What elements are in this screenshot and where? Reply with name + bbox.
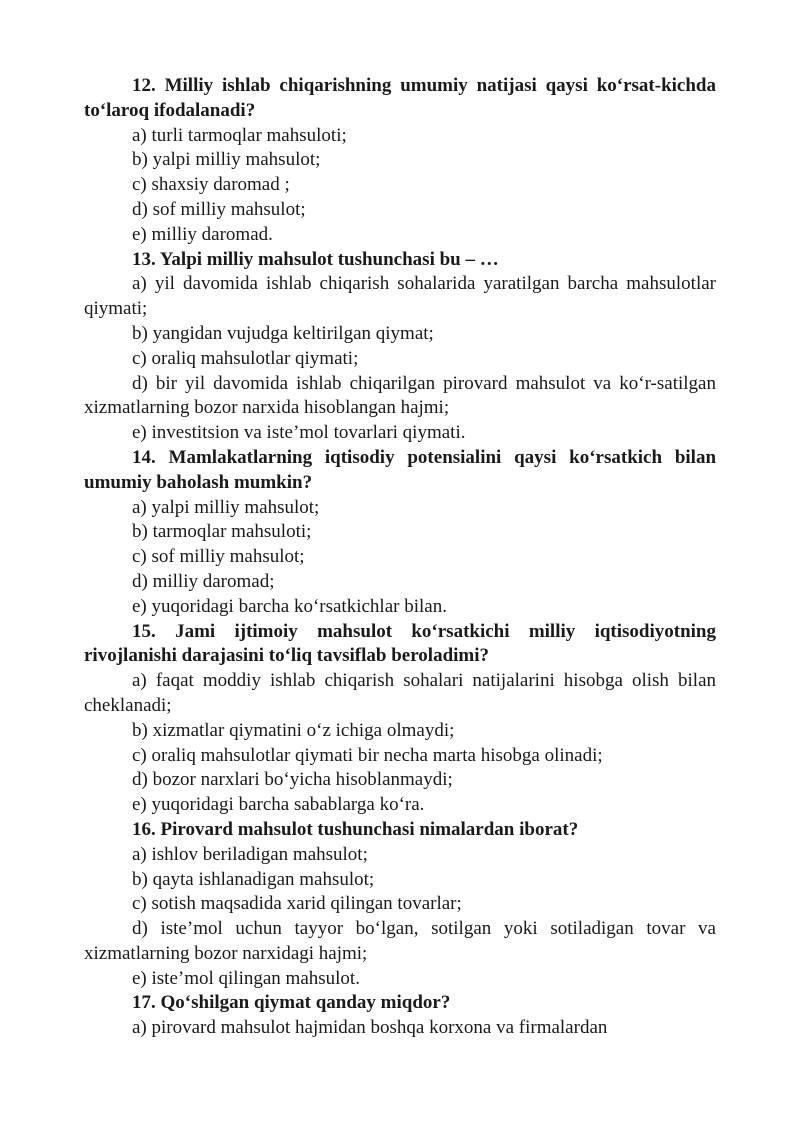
question-text: Jami ijtimoiy mahsulot ko‘rsatkichi milliy iqtisodiyotning rivojlanishi darajasini to‘liq tavsiflab beroladimi? xyxy=(84,620,717,667)
option-b: b) tarmoqlar mahsuloti; xyxy=(132,521,312,543)
question-number: 12. xyxy=(132,75,156,96)
option-a: a) yil davomida ishlab chiqarish sohalarida yaratilgan barcha mahsulotlar qiymati; xyxy=(84,273,716,320)
question-17 xyxy=(84,991,716,1016)
option-e: e) iste’mol qilingan mahsulot. xyxy=(132,967,360,989)
question-number: 16. xyxy=(132,818,156,840)
question-text: Mamlakatlarning iqtisodiy potensialini qaysi ko‘rsatkich bilan umumiy baholash mumkin? xyxy=(84,446,717,493)
option-c: c) oraliq mahsulotlar qiymati bir necha marta hisobga olinadi; xyxy=(132,744,603,766)
question-12 xyxy=(84,74,716,124)
question-text: Pirovard mahsulot tushunchasi nimalardan iborat? xyxy=(160,818,579,840)
option-d: d) sof milliy mahsulot; xyxy=(132,198,306,220)
option-a: a) turli tarmoqlar mahsuloti; xyxy=(132,124,347,146)
option-a: a) pirovard mahsulot hajmidan boshqa korxona va firmalardan xyxy=(132,1017,608,1039)
option-d: d) iste’mol uchun tayyor bo‘lgan, sotilgan yoki sotiladigan tovar va xizmatlarning bozor narxidagi hajmi; xyxy=(84,918,716,964)
question-13 xyxy=(84,248,716,273)
option-c: c) sotish maqsadida xarid qilingan tovarlar; xyxy=(132,893,462,915)
question-number: 14. xyxy=(132,446,156,468)
option-e: e) yuqoridagi barcha sabablarga ko‘ra. xyxy=(132,794,425,816)
question-text: Yalpi milliy mahsulot tushunchasi bu – … xyxy=(159,248,499,270)
option-c: c) shaxsiy daromad ; xyxy=(132,174,290,196)
option-b: b) xizmatlar qiymatini o‘z ichiga olmaydi; xyxy=(132,719,455,741)
option-a: a) ishlov beriladigan mahsulot; xyxy=(132,843,368,865)
option-b: b) yalpi milliy mahsulot; xyxy=(132,149,321,171)
option-d: d) bir yil davomida ishlab chiqarilgan pirovard mahsulot va ko‘r-satilgan xizmatlarning bozor narxida hisoblangan hajmi; xyxy=(84,372,716,419)
option-c: c) sof milliy mahsulot; xyxy=(132,546,305,568)
question-number: 17. xyxy=(132,992,156,1014)
option-b: b) yangidan vujudga keltirilgan qiymat; xyxy=(132,322,434,344)
option-c: c) oraliq mahsulotlar qiymati; xyxy=(132,347,359,369)
question-16 xyxy=(84,818,716,843)
question-text: Qo‘shilgan qiymat qanday miqdor? xyxy=(160,992,451,1014)
option-a: a) faqat moddiy ishlab chiqarish sohalari natijalarini hisobga olish bilan cheklanadi; xyxy=(84,670,716,716)
question-number: 13. xyxy=(132,248,156,270)
option-b: b) qayta ishlanadigan mahsulot; xyxy=(132,868,375,890)
option-a: a) yalpi milliy mahsulot; xyxy=(132,496,320,518)
question-14 xyxy=(84,446,716,496)
document-page xyxy=(84,74,716,1041)
question-text: Milliy ishlab chiqarishning umumiy natijasi qaysi ko‘rsat-kichda to‘laroq ifodalanadi? xyxy=(84,75,716,121)
option-e: e) yuqoridagi barcha ko‘rsatkichlar bilan. xyxy=(132,595,447,617)
option-e: e) milliy daromad. xyxy=(132,223,273,245)
option-e: e) investitsion va iste’mol tovarlari qiymati. xyxy=(132,422,466,444)
question-number: 15. xyxy=(132,620,156,642)
question-15 xyxy=(84,620,716,670)
option-d: d) milliy daromad; xyxy=(132,570,275,592)
option-d: d) bozor narxlari bo‘yicha hisoblanmaydi; xyxy=(132,769,453,791)
